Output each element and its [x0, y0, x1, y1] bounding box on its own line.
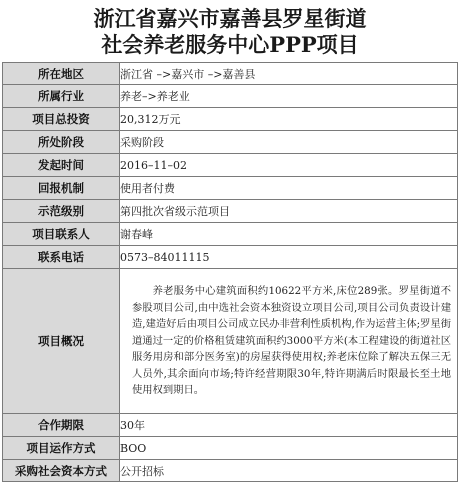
row-value: 谢春峰: [120, 223, 458, 246]
table-row-procurement-method: [3, 460, 458, 482]
table-row-start-date: [3, 154, 458, 177]
table-row-contact-person: [3, 223, 458, 246]
table-row-investment: [3, 108, 458, 131]
row-label: 项目总投资: [3, 108, 120, 131]
row-value: 使用者付费: [120, 177, 458, 200]
table-row-phone: [3, 246, 458, 269]
title-line-2: 社会养老服务中心PPP项目: [101, 32, 359, 57]
row-label: 所在地区: [3, 63, 120, 85]
row-label: 所处阶段: [3, 131, 120, 154]
row-value: 第四批次省级示范项目: [120, 200, 458, 223]
table-row-region: [3, 63, 458, 85]
row-value: 公开招标: [120, 460, 458, 482]
table-row-stage: [3, 131, 458, 154]
row-value-overview: 养老服务中心建筑面积约10622平方米,床位289张。罗星街道不参股项目公司,由中选社会资本独资设立项目公司,项目公司负责设计建造,建造好后由项目公司成立民办非营利性质机构,作为运营主体;罗星街道通过一定的价格租赁建筑面积约3000平方米(本工程建设的街道社区服务用房和部分医务室)的房屋获得使用权;养老床位除了解决五保三无人员外,其余面向市场;特许经营期限30年,特许期满后时限最长至土地使用权到期日。: [120, 269, 458, 414]
row-label: 示范级别: [3, 200, 120, 223]
row-label: 发起时间: [3, 154, 120, 177]
row-value: 30年: [120, 414, 458, 437]
row-label: 回报机制: [3, 177, 120, 200]
row-label: 项目运作方式: [3, 437, 120, 460]
row-label: 合作期限: [3, 414, 120, 437]
row-label: 联系电话: [3, 246, 120, 269]
row-label: 项目联系人: [3, 223, 120, 246]
table-row-operation-mode: [3, 437, 458, 460]
row-value: 2016–11–02: [120, 154, 458, 177]
row-label: 所属行业: [3, 85, 120, 108]
row-value: BOO: [120, 437, 458, 460]
row-label: 采购社会资本方式: [3, 460, 120, 482]
project-info-table: [2, 62, 458, 482]
table-row-term: [3, 414, 458, 437]
table-row-industry: [3, 85, 458, 108]
row-value: 20,312万元: [120, 108, 458, 131]
row-value: 0573–84011115: [120, 246, 458, 269]
document-title: [0, 0, 460, 62]
table-row-overview: [3, 269, 458, 414]
row-value: 浙江省 –>嘉兴市 –>嘉善县: [120, 63, 458, 85]
row-value: 养老–>养老业: [120, 85, 458, 108]
row-label: 项目概况: [3, 269, 120, 414]
table-row-demo-level: [3, 200, 458, 223]
row-value: 采购阶段: [120, 131, 458, 154]
title-line-1: 浙江省嘉兴市嘉善县罗星街道: [93, 6, 367, 31]
table-row-return-mechanism: [3, 177, 458, 200]
